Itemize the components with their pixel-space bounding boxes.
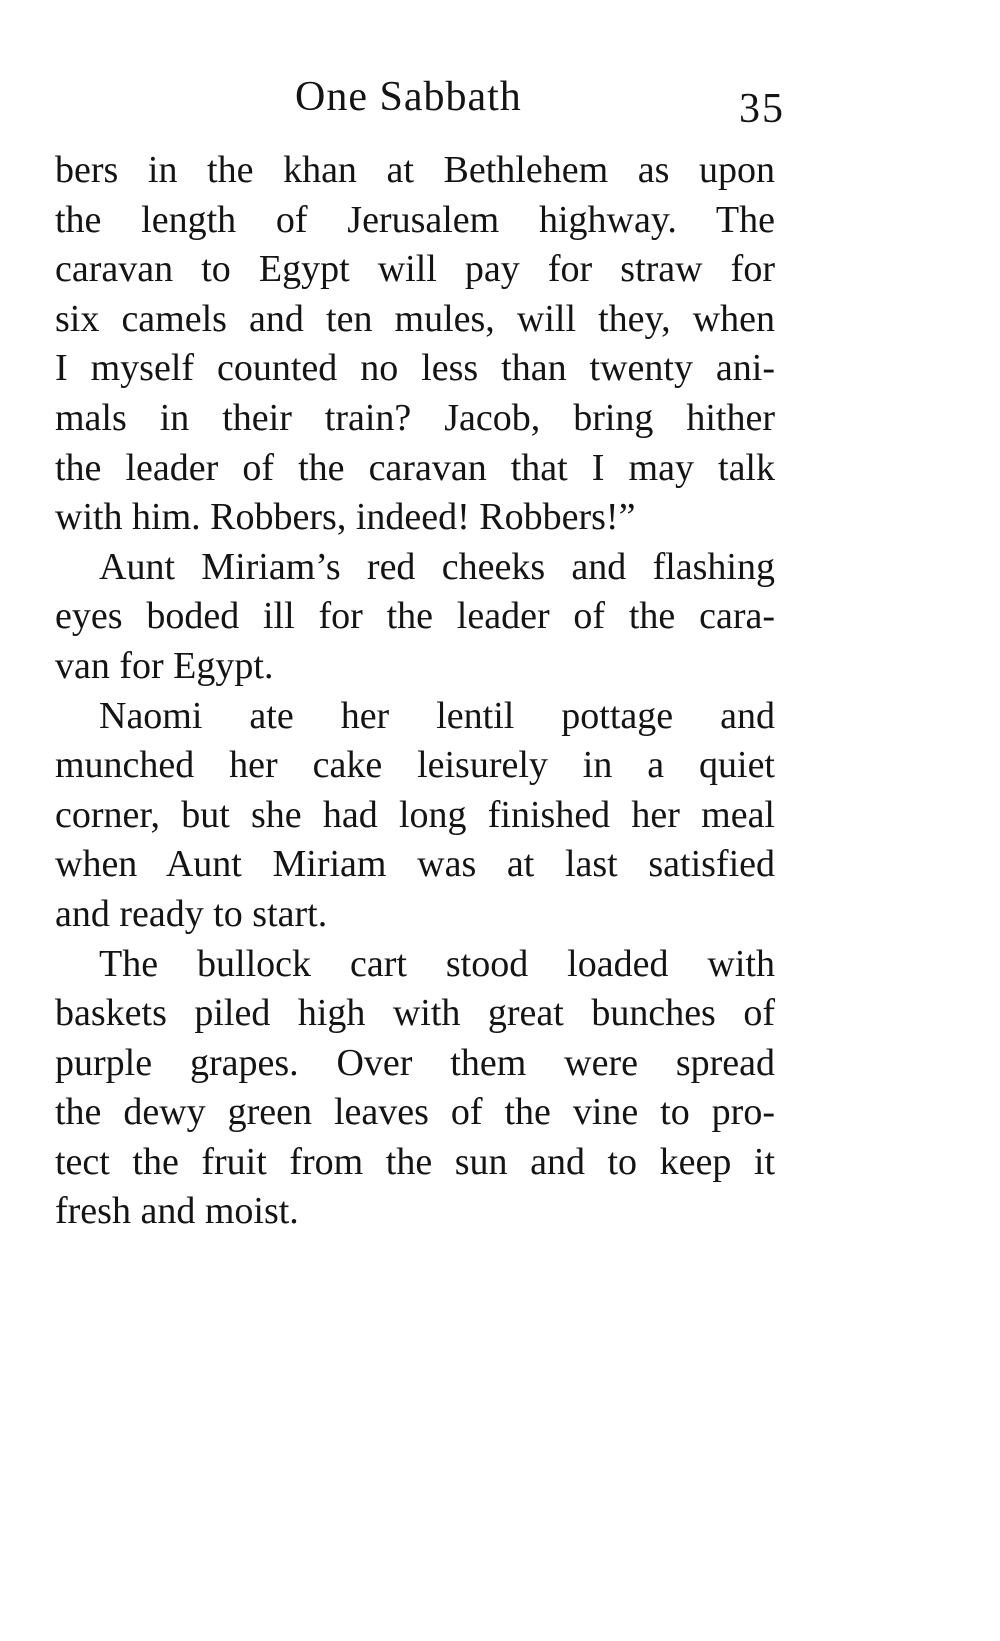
text-line: The bullock cart stood loaded with xyxy=(99,942,775,985)
text-line: the length of Jerusalem highway. The xyxy=(55,198,775,241)
page-number: 35 xyxy=(739,86,785,132)
text-line: six camels and ten mules, will they, when xyxy=(55,297,775,340)
text-line: I myself counted no less than twenty ani- xyxy=(55,347,775,390)
text-line: purple grapes. Over them were spread xyxy=(55,1041,775,1084)
text-line: fresh and moist. xyxy=(55,1190,299,1233)
text-line: Naomi ate her lentil pottage and xyxy=(99,694,775,737)
text-line: corner, but she had long finished her meal xyxy=(55,793,775,836)
text-line: the leader of the caravan that I may talk xyxy=(55,446,775,489)
text-line: baskets piled high with great bunches of xyxy=(55,992,775,1035)
chapter-title: One Sabbath xyxy=(295,74,522,120)
text-line: when Aunt Miriam was at last satisfied xyxy=(55,843,775,886)
text-line: caravan to Egypt will pay for straw for xyxy=(55,248,775,291)
text-line: and ready to start. xyxy=(55,892,328,935)
body-text xyxy=(55,146,775,1237)
text-line: mals in their train? Jacob, bring hither xyxy=(55,396,775,439)
text-line: the dewy green leaves of the vine to pro- xyxy=(55,1091,775,1134)
text-line: with him. Robbers, indeed! Robbers!” xyxy=(55,496,636,539)
text-line: munched her cake leisurely in a quiet xyxy=(55,744,775,787)
text-line: bers in the khan at Bethlehem as upon xyxy=(55,149,775,191)
text-line: eyes boded ill for the leader of the cara- xyxy=(55,595,775,638)
text-line: tect the fruit from the sun and to keep it xyxy=(55,1140,775,1183)
running-head xyxy=(55,72,785,132)
text-line: van for Egypt. xyxy=(55,644,274,687)
text-line: Aunt Miriam’s red cheeks and flashing xyxy=(99,545,775,588)
